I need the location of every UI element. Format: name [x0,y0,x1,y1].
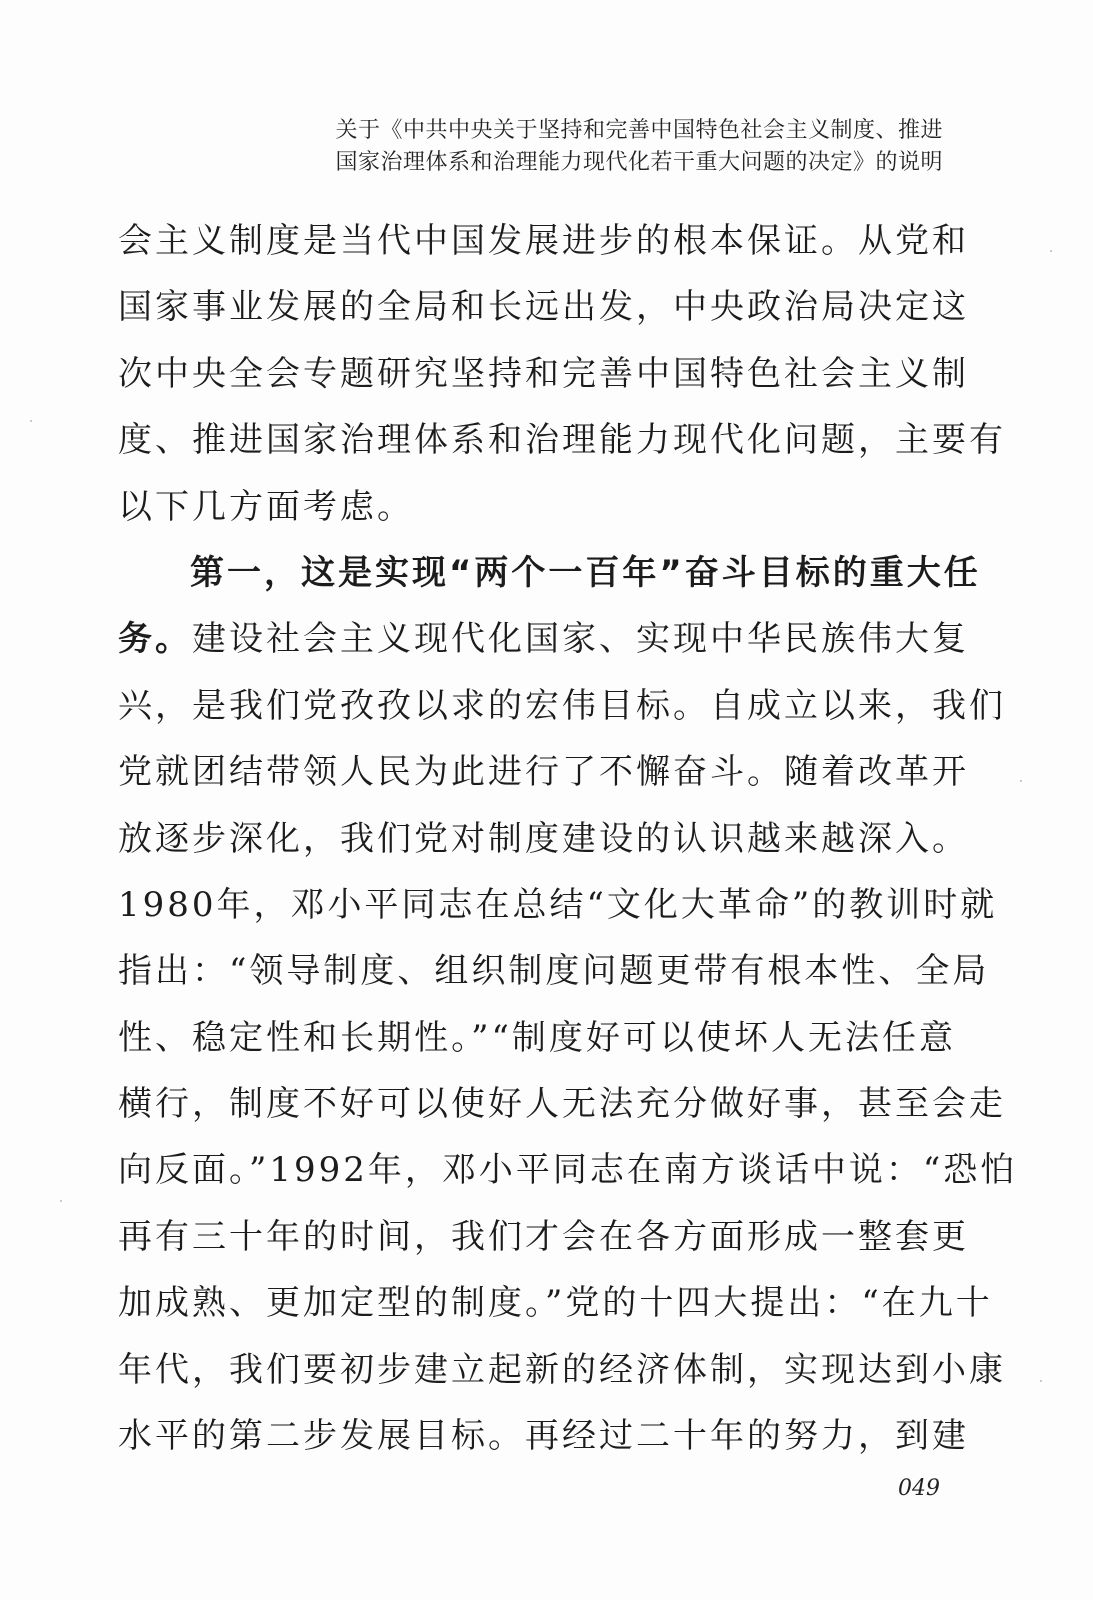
body-line: 再有三十年的时间，我们才会在各方面形成一整套更 [118,1216,969,1257]
body-line: 党就团结带领人民为此进行了不懈奋斗。随着改革开 [118,752,969,793]
running-header [303,115,943,179]
body-line: 加成熟、更加定型的制度。”党的十四大提出：“在九十 [118,1283,993,1324]
body-line [118,606,969,672]
scan-speck [1020,780,1022,782]
page-number: 049 [898,1476,940,1501]
body-line-rest: 建设社会主义现代化国家、实现中华民族伟大复 [192,619,969,660]
section-heading: 第一，这是实现“两个一百年”奋斗目标的重大任 [190,552,981,593]
running-header-line-1: 关于《中共中央关于坚持和完善中国特色社会主义制度、推进 [335,118,943,143]
section-heading-continuation: 务。 [118,619,192,660]
scan-speck [1050,250,1052,252]
running-header-line-2: 国家治理体系和治理能力现代化若干重大问题的决定》的说明 [335,150,943,175]
body-line: 度、推进国家治理体系和治理能力现代化问题，主要有 [118,420,1006,461]
body-line: 放逐步深化，我们党对制度建设的认识越来越深入。 [118,818,969,859]
body-line: 水平的第二步发展目标。再经过二十年的努力，到建 [118,1416,969,1457]
body-line: 1980年，邓小平同志在总结“文化大革命”的教训时就 [118,884,998,925]
body-line: 会主义制度是当代中国发展进步的根本保证。从党和 [118,221,969,261]
body-text [118,208,1018,1469]
body-line: 兴，是我们党孜孜以求的宏伟目标。自成立以来，我们 [118,685,1006,726]
body-line: 性、稳定性和长期性。”“制度好可以使坏人无法任意 [118,1017,956,1058]
body-line: 横行，制度不好可以使好人无法充分做好事，甚至会走 [118,1084,1006,1125]
scan-speck [30,420,32,422]
body-line: 指出：“领导制度、组织制度问题更带有根本性、全局 [118,951,990,992]
scan-speck [1040,1380,1042,1382]
body-line: 年代，我们要初步建立起新的经济体制，实现达到小康 [118,1349,1006,1390]
body-line: 向反面。”1992年，邓小平同志在南方谈话中说：“恐怕 [118,1150,1018,1191]
body-line: 国家事业发展的全局和长远出发，中央政治局决定这 [118,287,969,328]
scan-speck [60,1200,62,1202]
body-line: 次中央全会专题研究坚持和完善中国特色社会主义制 [118,353,969,394]
body-line: 以下几方面考虑。 [118,486,414,527]
